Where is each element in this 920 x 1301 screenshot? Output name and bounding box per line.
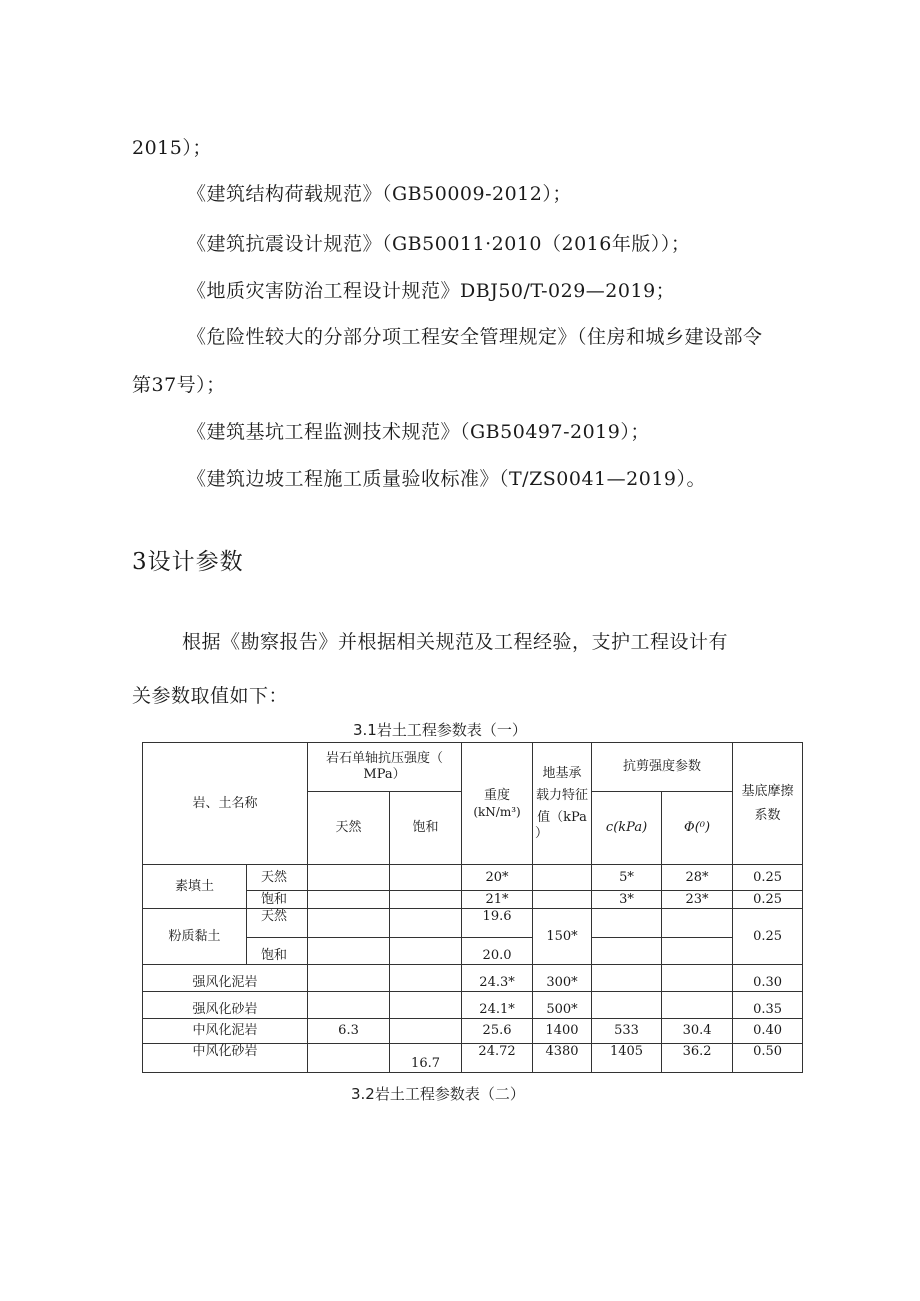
table-row <box>143 909 803 938</box>
cell-weight: 24.1* <box>462 992 533 1019</box>
header-natural: 天然 <box>308 792 390 865</box>
reference-safety-rule-cont: 第37号）； <box>132 374 226 396</box>
empty-cell <box>390 938 462 965</box>
empty-cell <box>662 938 733 965</box>
geotechnical-parameter-table <box>142 742 803 1073</box>
empty-cell <box>390 891 462 909</box>
cell-friction-angle: 30.4 <box>662 1019 733 1044</box>
cell-cohesion: 3* <box>592 891 662 909</box>
paragraph-line-2: 关参数取值如下： <box>132 685 289 707</box>
cell-friction-coef: 0.30 <box>733 965 803 992</box>
table-row <box>143 965 803 992</box>
empty-cell <box>308 909 390 938</box>
header-ucs-line2: MPa） <box>363 767 406 782</box>
paragraph-line-1: 根据《勘察报告》并根据相关规范及工程经验，支护工程设计有 <box>182 631 729 653</box>
empty-cell <box>592 965 662 992</box>
empty-cell <box>390 909 462 938</box>
state-natural: 天然 <box>247 865 308 891</box>
header-ucs <box>308 743 462 792</box>
cell-bearing: 150* <box>533 909 592 965</box>
reference-load-code: 《建筑结构荷载规范》（GB50009-2012）； <box>187 183 572 205</box>
header-friction <box>733 743 803 865</box>
empty-cell <box>662 909 733 938</box>
header-shear: 抗剪强度参数 <box>592 743 733 792</box>
header-bearing-line2: 载力特征 <box>536 787 589 803</box>
empty-cell <box>390 1019 462 1044</box>
empty-cell <box>390 992 462 1019</box>
header-cohesion: c(kPa) <box>592 792 662 865</box>
state-saturated: 饱和 <box>247 938 308 965</box>
reference-line-tail: 2015）； <box>132 137 212 159</box>
cell-friction-coef: 0.50 <box>733 1044 803 1073</box>
table-header-row-1 <box>143 743 803 792</box>
empty-cell <box>390 965 462 992</box>
empty-cell <box>308 891 390 909</box>
empty-cell <box>592 909 662 938</box>
empty-cell <box>308 992 390 1019</box>
empty-cell <box>308 938 390 965</box>
cell-friction-angle: 23* <box>662 891 733 909</box>
cell-ucs-saturated: 16.7 <box>390 1044 462 1073</box>
cell-bearing: 500* <box>533 992 592 1019</box>
cell-cohesion: 1405 <box>592 1044 662 1073</box>
cell-weight: 19.6 <box>462 909 533 938</box>
header-name: 岩、土名称 <box>143 743 308 865</box>
cell-friction-coef: 0.25 <box>733 909 803 965</box>
empty-cell <box>533 891 592 909</box>
header-unit-weight-line1: 重度 <box>484 787 511 803</box>
cell-weight: 24.72 <box>462 1044 533 1073</box>
table-row <box>143 1044 803 1073</box>
empty-cell <box>592 992 662 1019</box>
table-row <box>143 865 803 891</box>
empty-cell <box>308 965 390 992</box>
cell-weight: 24.3* <box>462 965 533 992</box>
cell-weight: 20* <box>462 865 533 891</box>
state-saturated: 饱和 <box>247 891 308 909</box>
cell-ucs-natural: 6.3 <box>308 1019 390 1044</box>
empty-cell <box>533 865 592 891</box>
cell-weight: 21* <box>462 891 533 909</box>
table-1-caption: 3.1岩土工程参数表（一） <box>353 721 527 739</box>
table-row <box>143 992 803 1019</box>
cell-friction-angle: 36.2 <box>662 1044 733 1073</box>
cell-bearing: 300* <box>533 965 592 992</box>
state-natural: 天然 <box>247 909 308 938</box>
row-name: 强风化砂岩 <box>143 992 308 1019</box>
table-row <box>143 1019 803 1044</box>
reference-seismic-code: 《建筑抗震设计规范》（GB50011·2010（2016年版））； <box>187 233 691 255</box>
cell-friction-coef: 0.35 <box>733 992 803 1019</box>
cell-bearing: 1400 <box>533 1019 592 1044</box>
header-bearing <box>533 743 592 865</box>
row-name-fill: 素填土 <box>143 865 247 909</box>
section-heading: 3设计参数 <box>132 549 244 575</box>
cell-weight: 20.0 <box>462 938 533 965</box>
reference-monitoring-code: 《建筑基坑工程监测技术规范》（GB50497-2019）； <box>187 421 650 443</box>
empty-cell <box>662 992 733 1019</box>
cell-friction-angle: 28* <box>662 865 733 891</box>
header-friction-line1: 基底摩擦 <box>741 783 794 799</box>
empty-cell <box>308 1044 390 1073</box>
table-2-caption: 3.2岩土工程参数表（二） <box>351 1085 525 1103</box>
row-name-silty-clay: 粉质黏土 <box>143 909 247 965</box>
reference-acceptance-standard: 《建筑边坡工程施工质量验收标准》（T/ZS0041—2019）。 <box>187 468 707 490</box>
empty-cell <box>662 965 733 992</box>
empty-cell <box>308 865 390 891</box>
cell-friction-coef: 0.25 <box>733 891 803 909</box>
header-friction-angle: Φ(⁰) <box>662 792 733 865</box>
cell-cohesion: 5* <box>592 865 662 891</box>
header-bearing-line3: 值（kPa <box>537 809 587 825</box>
header-friction-line2: 系数 <box>754 807 781 823</box>
empty-cell <box>390 865 462 891</box>
header-ucs-line1: 岩石单轴抗压强度（ <box>326 751 444 766</box>
reference-safety-rule: 《危险性较大的分部分项工程安全管理规定》（住房和城乡建设部令 <box>187 326 763 348</box>
header-bearing-line4: ） <box>535 825 549 841</box>
cell-cohesion: 533 <box>592 1019 662 1044</box>
row-name: 中风化砂岩 <box>143 1044 308 1073</box>
reference-geohazard-code: 《地质灾害防治工程设计规范》DBJ50/T-029—2019； <box>187 280 676 302</box>
header-unit-weight <box>462 743 533 865</box>
header-unit-weight-line2: (kN/m³) <box>473 804 521 819</box>
row-name: 中风化泥岩 <box>143 1019 308 1044</box>
cell-weight: 25.6 <box>462 1019 533 1044</box>
cell-friction-coef: 0.25 <box>733 865 803 891</box>
empty-cell <box>592 938 662 965</box>
row-name: 强风化泥岩 <box>143 965 308 992</box>
header-bearing-line1: 地基承 <box>542 765 582 781</box>
cell-bearing: 4380 <box>533 1044 592 1073</box>
cell-friction-coef: 0.40 <box>733 1019 803 1044</box>
header-saturated: 饱和 <box>390 792 462 865</box>
